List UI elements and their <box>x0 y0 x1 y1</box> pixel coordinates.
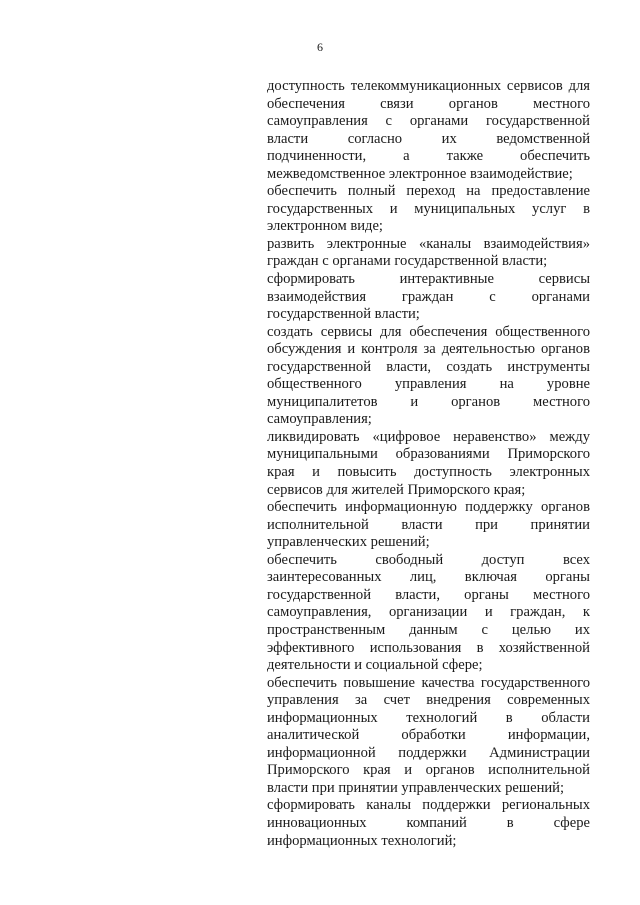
text-line: обеспечить повышение качества государственного <box>267 674 590 691</box>
body-text <box>267 78 590 850</box>
text-line: инновационных компаний в сфере <box>267 814 590 831</box>
text-line: развить электронные «каналы взаимодействия» <box>267 235 590 252</box>
text-line: самоуправления, организации и граждан, к <box>267 604 590 621</box>
text-line: Приморского края и органов исполнительной <box>267 762 590 779</box>
text-line: обеспечить свободный доступ всех <box>267 551 590 568</box>
text-line: управления за счет внедрения современных <box>267 692 590 709</box>
text-line: сформировать каналы поддержки региональных <box>267 797 590 814</box>
text-line: граждан с органами государственной власти; <box>267 253 548 270</box>
paragraph-interaction-channels <box>267 236 590 271</box>
text-line: пространственным данным с целью их <box>267 621 590 638</box>
paragraph-electronic-services <box>267 183 590 236</box>
paragraph-innovation-support <box>267 797 590 850</box>
paragraph-information-support <box>267 499 590 552</box>
paragraph-interactive-services <box>267 271 590 324</box>
text-line: самоуправления с органами государственной <box>267 113 590 130</box>
text-line: электронном виде; <box>267 218 383 235</box>
text-line: деятельности и социальной сфере; <box>267 657 483 674</box>
text-line: государственной власти, создать инструменты <box>267 358 590 375</box>
paragraph-digital-divide <box>267 429 590 499</box>
page-number: 6 <box>317 40 323 54</box>
text-line: края и повысить доступность электронных <box>267 464 590 481</box>
text-line: исполнительной власти при принятии <box>267 516 590 533</box>
text-line: управленческих решений; <box>267 534 430 551</box>
paragraph-spatial-data-access <box>267 552 590 675</box>
text-line: межведомственное электронное взаимодействие; <box>267 165 573 182</box>
text-line: сформировать интерактивные сервисы <box>267 271 590 288</box>
text-line: сервисов для жителей Приморского края; <box>267 481 526 498</box>
text-line: обеспечить информационную поддержку органов <box>267 499 590 516</box>
text-line: подчиненности, а также обеспечить <box>267 148 590 165</box>
text-line: государственных и муниципальных услуг в <box>267 200 590 217</box>
text-line: создать сервисы для обеспечения общественного <box>267 323 590 340</box>
text-line: самоуправления; <box>267 411 372 428</box>
text-line: муниципалитетов и органов местного <box>267 393 590 410</box>
text-line: обсуждения и контроля за деятельностью органов <box>267 341 590 358</box>
text-line: аналитической обработки информации, <box>267 727 590 744</box>
text-line: обеспечить полный переход на предоставление <box>267 183 590 200</box>
text-line: информационных технологий в области <box>267 709 590 726</box>
text-line: взаимодействия граждан с органами <box>267 288 590 305</box>
text-line: эффективного использования в хозяйственной <box>267 639 590 656</box>
text-line: ликвидировать «цифровое неравенство» между <box>267 428 590 445</box>
text-line: муниципальными образованиями Приморского <box>267 446 590 463</box>
text-line: доступность телекоммуникационных сервисов для <box>267 78 590 94</box>
text-line: обеспечения связи органов местного <box>267 95 590 112</box>
text-line: информационной поддержки Администрации <box>267 744 590 761</box>
text-line: государственной власти; <box>267 306 420 323</box>
text-line: общественного управления на уровне <box>267 376 590 393</box>
text-line: власти при принятии управленческих решений; <box>267 779 565 796</box>
text-line: заинтересованных лиц, включая органы <box>267 569 590 586</box>
text-line: власти согласно их ведомственной <box>267 130 590 147</box>
paragraph-governance-quality <box>267 675 590 798</box>
paragraph-telecom-access <box>267 78 590 183</box>
text-line: информационных технологий; <box>267 832 457 849</box>
text-line: государственной власти, органы местного <box>267 586 590 603</box>
paragraph-public-discussion <box>267 324 590 429</box>
